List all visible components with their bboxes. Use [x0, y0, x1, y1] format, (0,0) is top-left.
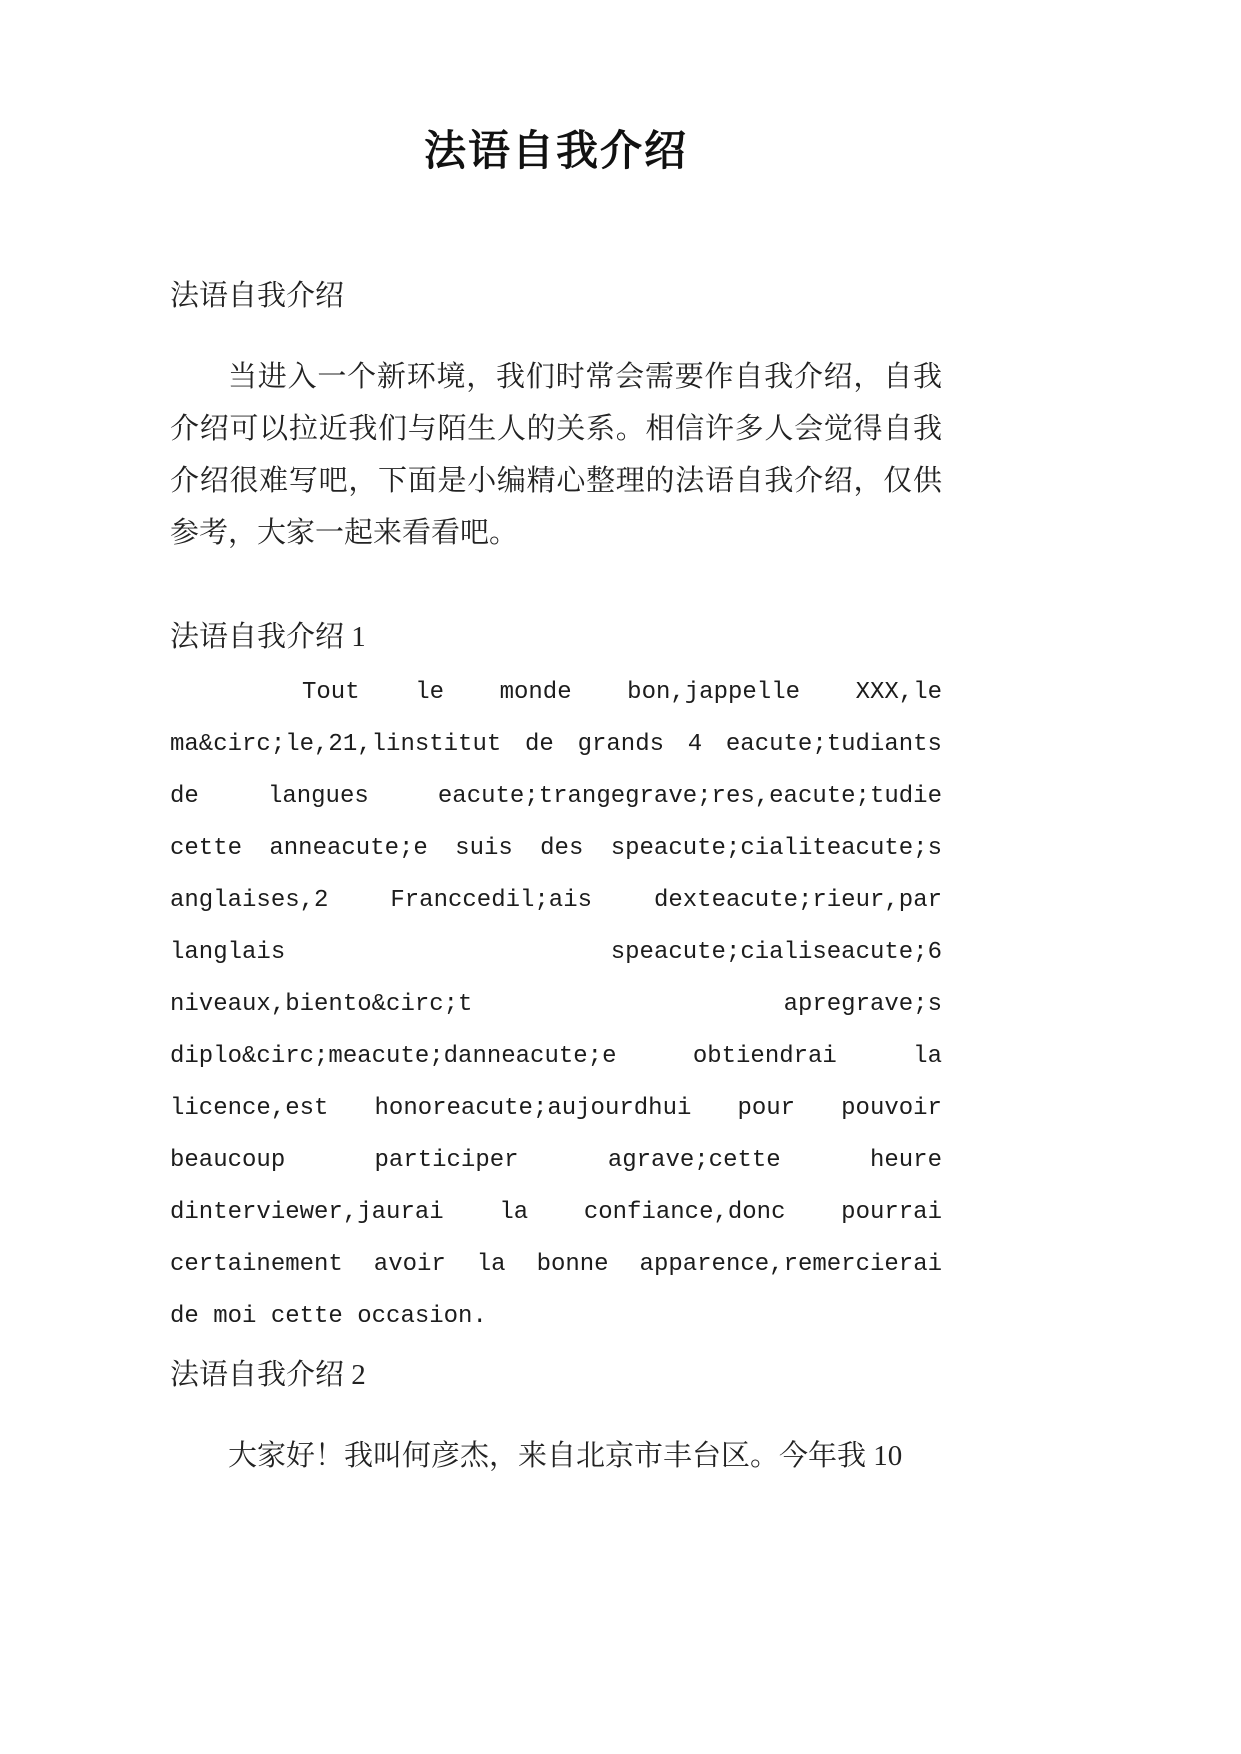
french-line: de langues eacute;trangegrave;res,eacute;tudie	[170, 783, 942, 810]
french-line: Tout le monde bon,jappelle XXX,le	[302, 679, 942, 706]
french-line: dinterviewer,jaurai la confiance,donc pourrai	[170, 1199, 942, 1226]
intro-paragraph: 当进入一个新环境，我们时常会需要作自我介绍，自我介绍可以拉近我们与陌生人的关系。相信许多人会觉得自我介绍很难写吧，下面是小编精心整理的法语自我介绍，仅供参考，大家一起来看看吧。	[170, 361, 942, 549]
section2-heading: 法语自我介绍 2	[170, 1359, 366, 1391]
french-line: certainement avoir la bonne apparence,remercierai	[170, 1251, 942, 1278]
french-line: cette anneacute;e suis des speacute;cialiteacute;s	[170, 835, 942, 862]
document-title: 法语自我介绍	[423, 129, 688, 175]
french-line: de moi cette occasion.	[170, 1303, 487, 1330]
document-subheading: 法语自我介绍	[170, 280, 345, 312]
french-line: anglaises,2 Franccedil;ais dexteacute;rieur,par	[170, 887, 942, 914]
french-line: licence,est honoreacute;aujourdhui pour pouvoir	[170, 1095, 942, 1122]
french-line: niveaux,biento&circ;t apregrave;s	[170, 991, 942, 1018]
french-line: langlais speacute;cialiseacute;6	[170, 939, 942, 966]
document-page	[170, 0, 942, 1511]
section2-paragraph: 大家好！我叫何彦杰，来自北京市丰台区。今年我 10	[228, 1440, 903, 1472]
french-line: beaucoup participer agrave;cette heure	[170, 1147, 942, 1174]
section1-heading: 法语自我介绍 1	[170, 621, 366, 653]
french-line: ma&circ;le,21,linstitut de grands 4 eacute;tudiants	[170, 731, 942, 758]
french-paragraph	[170, 667, 942, 1343]
french-line: diplo&circ;meacute;danneacute;e obtiendrai la	[170, 1043, 942, 1070]
